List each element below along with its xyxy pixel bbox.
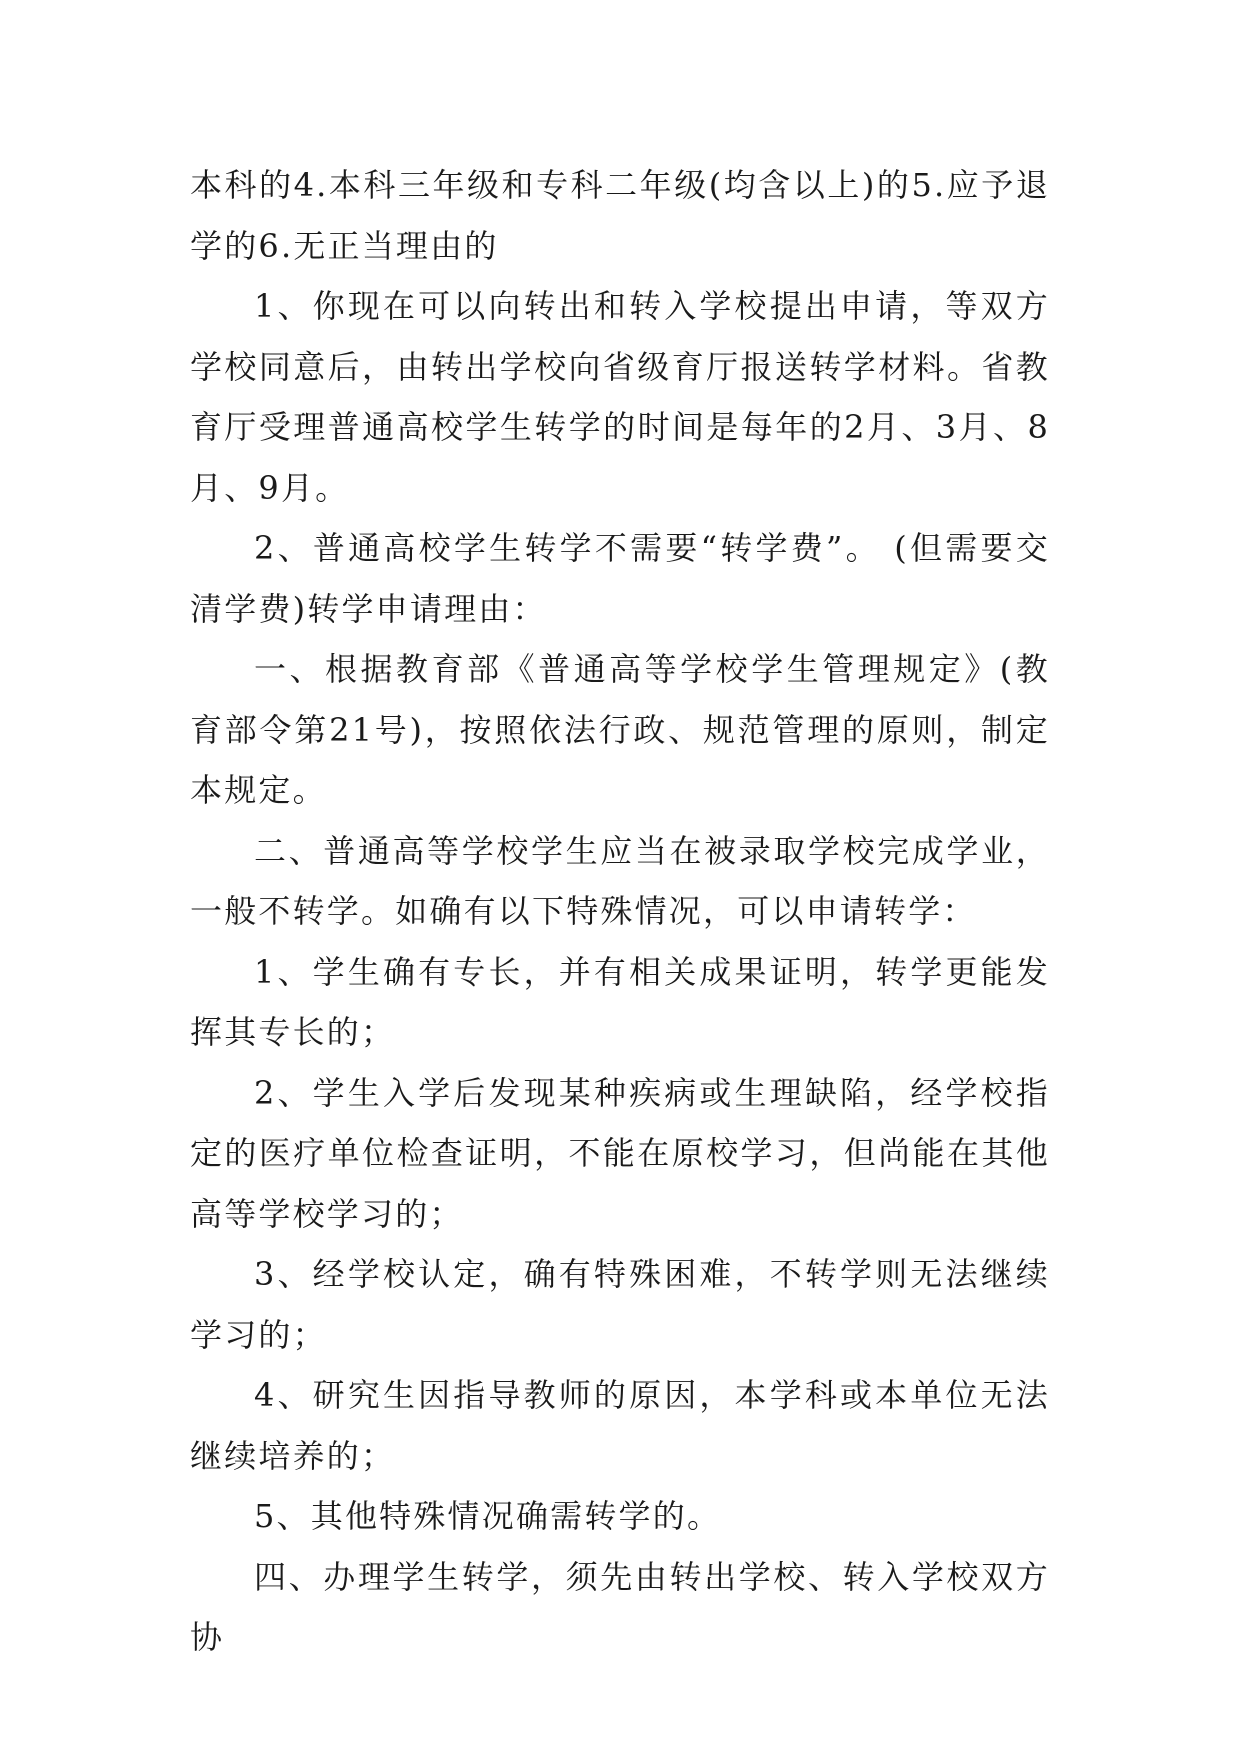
paragraph: 二、普通高等学校学生应当在被录取学校完成学业，一般不转学。如确有以下特殊情况，可以申请转学：: [190, 831, 1050, 930]
paragraph: 四、办理学生转学，须先由转出学校、转入学校双方协: [190, 1557, 1050, 1656]
paragraph: 2、普通高校学生转学不需要“转学费”。 (但需要交清学费)转学申请理由：: [190, 529, 1050, 628]
paragraph: 5、其他特殊情况确需转学的。: [254, 1497, 722, 1535]
paragraph: 3、经学校认定，确有特殊困难，不转学则无法继续学习的；: [190, 1255, 1050, 1354]
paragraph: 2、学生入学后发现某种疾病或生理缺陷，经学校指定的医疗单位检查证明，不能在原校学习，但尚能在其他高等学校学习的；: [190, 1073, 1050, 1233]
paragraph: 一、根据教育部《普通高等学校学生管理规定》(教育部令第21号)，按照依法行政、规范管理的原则，制定本规定。: [190, 650, 1050, 809]
document-body: [190, 155, 1050, 1668]
paragraph: 1、你现在可以向转出和转入学校提出申请，等双方学校同意后，由转出学校向省级育厅报送转学材料。省教育厅受理普通高校学生转学的时间是每年的2月、3月、8月、9月。: [190, 287, 1050, 507]
paragraph: 本科的4.本科三年级和专科二年级(均含以上)的5.应予退学的6.无正当理由的: [190, 166, 1050, 265]
paragraph: 1、学生确有专长，并有相关成果证明，转学更能发挥其专长的；: [190, 952, 1050, 1051]
paragraph: 4、研究生因指导教师的原因，本学科或本单位无法继续培养的；: [190, 1376, 1050, 1475]
